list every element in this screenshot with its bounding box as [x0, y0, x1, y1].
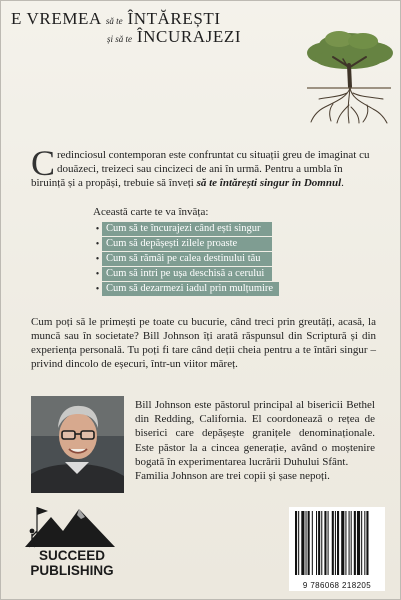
- author-photo: [31, 396, 124, 493]
- title-small-1: să te: [105, 16, 123, 26]
- bullet-text: Cum să intri pe ușa deschisă a cerului: [102, 267, 272, 281]
- intro-text-end: .: [341, 177, 344, 189]
- intro-paragraph: [31, 143, 376, 190]
- bio-paragraph-1: Bill Johnson este păstorul principal al bisericii Bethel din Redding, California. El coordonează o rețea de biserici care depășește granițele denominaționale. Este păstor la a cincea generație, având o moștenire bogată în experimentarea lucrării Duhului Sfânt.: [135, 399, 375, 468]
- publisher-name-2: PUBLISHING: [30, 563, 114, 578]
- author-bio: [135, 398, 375, 483]
- bullet-item: [93, 267, 353, 281]
- bullet-item: [93, 252, 353, 266]
- bullet-dot-icon: •: [95, 253, 100, 265]
- middle-paragraph: Cum poți să le primești pe toate cu bucurie, când treci prin greutăți, acasă, la muncă sau în societate? Bill Johnson îți arată răspunsul din Scriptură și din experiența personală. Tu poți fi tare când deții cheia pentru a te întări singur – privind dincolo de eșecuri, într-un viitor măreț.: [31, 316, 376, 370]
- bullet-text: Cum să te încurajezi când ești singur: [102, 222, 272, 236]
- bullet-dot-icon: •: [95, 223, 100, 235]
- bullet-item: [93, 282, 353, 296]
- cover-title: [11, 9, 301, 47]
- bullet-text: Cum să rămâi pe calea destinului tău: [102, 252, 272, 266]
- title-line-1: [11, 9, 301, 29]
- barcode-bars: [289, 507, 385, 579]
- intro-text: redinciosul contemporan este confruntat cu situații greu de imaginat cu douăzeci, treizeci sau cincizeci de ani în urmă. Pentru a umbla în biruință și a propăși, trebuie să înveți: [31, 149, 370, 189]
- bullet-dot-icon: •: [95, 268, 100, 280]
- isbn-barcode: [289, 507, 385, 591]
- title-line-2: [107, 27, 301, 47]
- bullet-item: [93, 222, 353, 236]
- bullet-item: [93, 237, 353, 251]
- bullet-text: Cum să dezarmezi iadul prin mulțumire: [102, 282, 279, 296]
- title-word-end-2: ÎNCURAJEZI: [136, 27, 242, 46]
- title-word-end-1: ÎNTĂREȘTI: [127, 9, 221, 28]
- title-small-2: și să te: [107, 34, 133, 44]
- drop-cap: C: [31, 143, 56, 183]
- intro-emphasis: să te întărești singur în Domnul: [196, 177, 342, 189]
- title-word-main: E VREMEA: [11, 9, 101, 28]
- mountain-flag-icon: [21, 501, 119, 549]
- tree-illustration: [303, 27, 395, 125]
- bullet-text: Cum să depășești zilele proaste: [102, 237, 272, 251]
- bullet-heading: Această carte te va învăța:: [93, 206, 209, 218]
- barcode-digits: 9 786068 218205: [302, 581, 372, 590]
- publisher-name-1: SUCCEED: [38, 548, 105, 563]
- bullet-dot-icon: •: [95, 238, 100, 250]
- bullet-section: [93, 206, 353, 297]
- bullet-dot-icon: •: [95, 283, 100, 295]
- bio-paragraph-2: Familia Johnson are trei copii și șase nepoți.: [135, 470, 330, 483]
- publisher-logo: [21, 501, 119, 589]
